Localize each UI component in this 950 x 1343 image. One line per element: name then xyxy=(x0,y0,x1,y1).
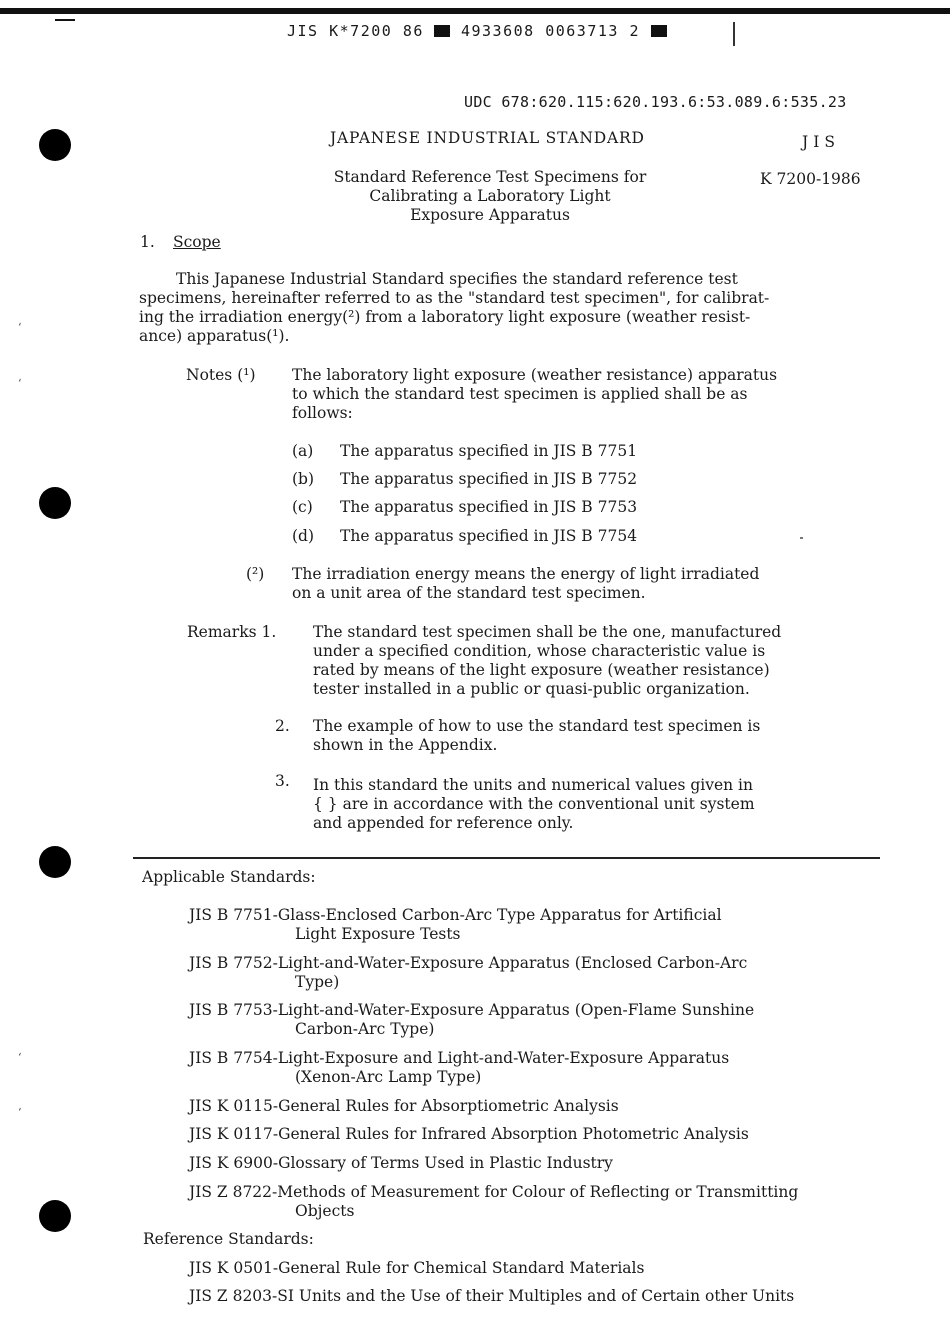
text-line: shown in the Appendix. xyxy=(313,736,498,754)
entry-text: JIS B 7751-Glass-Enclosed Carbon-Arc Type Apparatus for Artificial xyxy=(189,906,722,924)
standard-entry xyxy=(189,906,722,944)
title-line: Standard Reference Test Specimens for xyxy=(333,168,647,186)
entry-continuation: Objects xyxy=(295,1202,355,1220)
black-block-mark xyxy=(434,25,450,37)
entry-continuation: Light Exposure Tests xyxy=(295,925,461,943)
text-line: { } are in accordance with the conventional unit system xyxy=(313,795,755,813)
list-item xyxy=(292,498,638,517)
entry-continuation: (Xenon-Arc Lamp Type) xyxy=(295,1068,482,1086)
text-line: ing the irradiation energy(²) from a laboratory light exposure (weather resist- xyxy=(139,308,751,326)
list-item xyxy=(292,442,638,461)
list-item-key: (b) xyxy=(292,470,315,488)
jis-mark: JIS xyxy=(802,133,840,151)
scan-top-border xyxy=(0,8,950,14)
text-line: The laboratory light exposure (weather resistance) apparatus xyxy=(292,366,778,384)
text-line: In this standard the units and numerical values given in xyxy=(313,776,753,794)
remark-number: 1. xyxy=(261,623,277,641)
list-item-key: (a) xyxy=(292,442,314,460)
title-line: Exposure Apparatus xyxy=(410,206,570,224)
section-heading: Scope xyxy=(173,233,221,251)
punch-hole xyxy=(39,129,71,161)
list-item-text: The apparatus specified in JIS B 7751 xyxy=(340,442,638,460)
scan-mark xyxy=(55,19,75,21)
list-item-text: The apparatus specified in JIS B 7753 xyxy=(340,498,638,516)
remarks-label xyxy=(187,623,276,642)
scan-speck: ʻ xyxy=(18,321,22,334)
entry-text: JIS B 7754-Light-Exposure and Light-and-Water-Exposure Apparatus xyxy=(189,1049,730,1067)
punch-hole xyxy=(39,487,71,519)
text-line: The irradiation energy means the energy of light irradiated xyxy=(292,565,760,583)
note-2-text xyxy=(292,565,872,603)
list-item xyxy=(292,527,638,546)
standard-entry xyxy=(189,1001,754,1039)
footnote-divider xyxy=(133,857,880,859)
standard-entry xyxy=(189,954,747,992)
reference-entry: JIS Z 8203-SI Units and the Use of their Multiples and of Certain other Units xyxy=(189,1287,795,1305)
remark-3-text xyxy=(313,776,873,833)
entry-text: JIS K 0115-General Rules for Absorptiometric Analysis xyxy=(189,1097,619,1115)
entry-text: JIS B 7752-Light-and-Water-Exposure Apparatus (Enclosed Carbon-Arc xyxy=(189,954,748,972)
text-line: rated by means of the light exposure (weather resistance) xyxy=(313,661,770,679)
entry-continuation: Carbon-Arc Type) xyxy=(295,1020,435,1038)
note-1-text xyxy=(292,366,872,423)
text-line: to which the standard test specimen is applied shall be as xyxy=(292,385,748,403)
note-marker: (¹) xyxy=(237,366,256,384)
scan-speck: ʻ xyxy=(18,1106,22,1119)
notes-label-text: Notes xyxy=(186,366,233,384)
section-number: 1. xyxy=(140,233,155,251)
punch-hole xyxy=(39,846,71,878)
remark-number: 3. xyxy=(275,772,290,790)
text-line: specimens, hereinafter referred to as the "standard test specimen", for calibrat- xyxy=(139,289,770,307)
document-title xyxy=(300,168,680,225)
entry-continuation: Type) xyxy=(295,973,340,991)
scan-batch: 4933608 0063713 2 xyxy=(460,22,640,40)
text-line: and appended for reference only. xyxy=(313,814,574,832)
standard-entry xyxy=(189,1183,798,1221)
list-item-text: The apparatus specified in JIS B 7752 xyxy=(340,470,638,488)
standard-number: K 7200-1986 xyxy=(760,170,861,188)
remark-2-text xyxy=(313,717,873,755)
text-line: tester installed in a public or quasi-public organization. xyxy=(313,680,750,698)
entry-text: JIS K 6900-Glossary of Terms Used in Plastic Industry xyxy=(189,1154,613,1172)
entry-text: JIS B 7753-Light-and-Water-Exposure Apparatus (Open-Flame Sunshine xyxy=(189,1001,755,1019)
scan-code: JIS K*7200 86 xyxy=(287,22,424,40)
standard-entry xyxy=(189,1154,613,1173)
punch-hole xyxy=(39,1200,71,1232)
scope-paragraph xyxy=(139,270,887,346)
standard-entry xyxy=(189,1125,749,1144)
list-item-key: (c) xyxy=(292,498,313,516)
text-line: The example of how to use the standard test specimen is xyxy=(313,717,761,735)
udc-code: UDC 678:620.115:620.193.6:53.089.6:535.23 xyxy=(464,93,847,111)
entry-text: JIS K 0117-General Rules for Infrared Absorption Photometric Analysis xyxy=(189,1125,749,1143)
reference-standards-heading: Reference Standards: xyxy=(143,1230,314,1248)
standard-entry xyxy=(189,1097,619,1116)
note-marker: (²) xyxy=(246,565,265,583)
applicable-standards-heading: Applicable Standards: xyxy=(142,868,316,886)
remarks-label-text: Remarks xyxy=(187,623,257,641)
remark-number: 2. xyxy=(275,717,290,735)
text-line: follows: xyxy=(292,404,353,422)
scan-speck xyxy=(800,537,803,539)
text-line: under a specified condition, whose characteristic value is xyxy=(313,642,766,660)
list-item xyxy=(292,470,638,489)
list-item-key: (d) xyxy=(292,527,315,545)
reference-entry: JIS K 0501-General Rule for Chemical Standard Materials xyxy=(189,1259,645,1277)
remark-1-text xyxy=(313,623,873,699)
scan-header-line xyxy=(287,22,667,41)
text-line: ance) apparatus(¹). xyxy=(139,327,290,345)
text-line: on a unit area of the standard test specimen. xyxy=(292,584,646,602)
scan-speck: ʻ xyxy=(18,377,22,390)
document-org-title: JAPANESE INDUSTRIAL STANDARD xyxy=(330,129,645,147)
text-line: The standard test specimen shall be the one, manufactured xyxy=(313,623,782,641)
entry-text: JIS Z 8722-Methods of Measurement for Colour of Reflecting or Transmitting xyxy=(189,1183,799,1201)
list-item-text: The apparatus specified in JIS B 7754 xyxy=(340,527,638,545)
scan-speck: ʻ xyxy=(18,1051,22,1064)
title-line: Calibrating a Laboratory Light xyxy=(369,187,611,205)
notes-label xyxy=(186,366,256,385)
text-line: This Japanese Industrial Standard specifies the standard reference test xyxy=(176,270,738,288)
black-block-mark xyxy=(651,25,667,37)
scan-vertical-mark xyxy=(733,22,735,46)
standard-entry xyxy=(189,1049,729,1087)
